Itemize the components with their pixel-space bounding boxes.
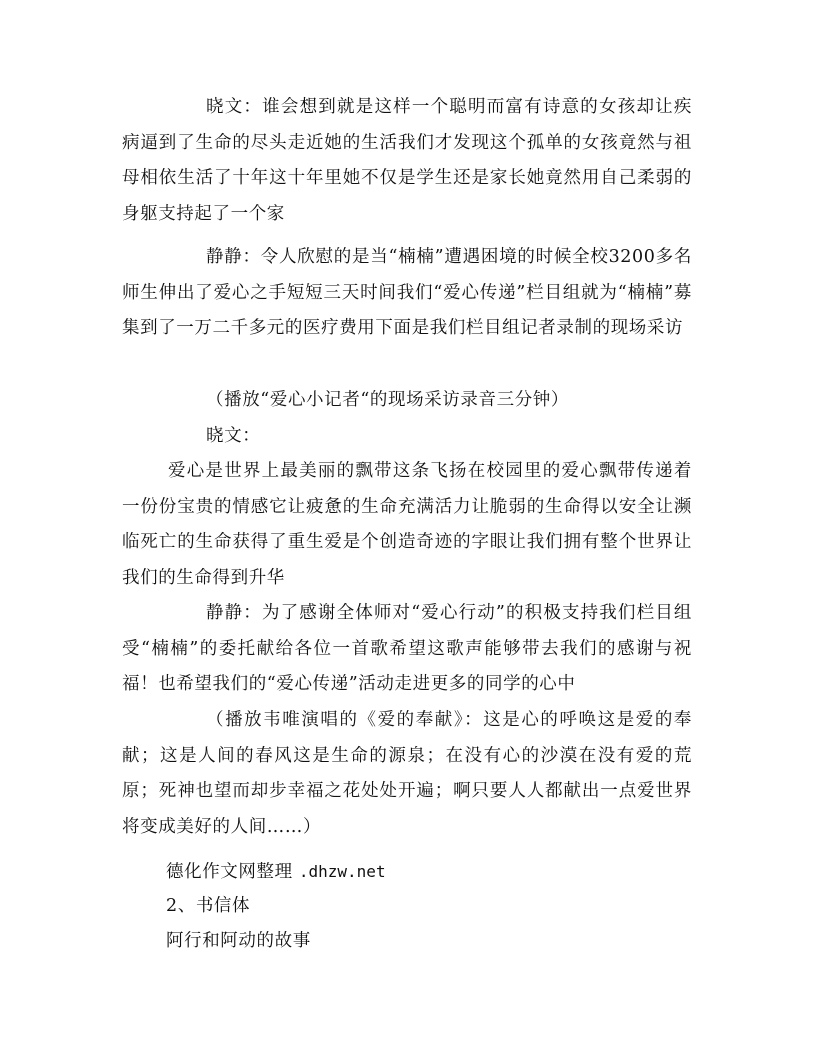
paragraph-xiaowen-label: 晓文： [206,426,261,446]
paragraph-love-ribbon: 爱心是世界上最美丽的飘带这条飞扬在校园里的爱心飘带传递着一份份宝贵的情感它让疲惫的生命充满活力让脆弱的生命得以安全让濒临死亡的生命获得了重生爱是个创造奇迹的字眼让我们拥有整个世界让我们的生命得到升华 [122,461,692,588]
paragraph-play-interview: （播放“爱心小记者“的现场采访录音三分钟） [206,390,569,410]
source-label: 德化作文网整理 [166,862,293,882]
paragraph-jingjing-donation: 静静：令人欣慰的是当“楠楠”遭遇困境的时候全校3200多名师生伸出了爱心之手短短三天时间我们“爱心传递”栏目组就为“楠楠”募集到了一万二千多元的医疗费用下面是我们栏目组记者录制的现场采访 [122,247,692,338]
story-title: 阿行和阿动的故事 [166,931,311,951]
paragraph-xiaowen-intro: 晓文：谁会想到就是这样一个聪明而富有诗意的女孩却让疾病逼到了生命的尽头走近她的生活我们才发现这个孤单的女孩竟然与祖母相依生活了十年这十年里她不仅是学生还是家长她竟然用自己柔弱的身躯支持起了一个家 [122,97,692,224]
source-url: .dhzw.net [298,862,386,881]
paragraph-jingjing-thanks: 静静：为了感谢全体师对“爱心行动”的积极支持我们栏目组受“楠楠”的委托献给各位一首歌希望这歌声能够带去我们的感谢与祝福！也希望我们的“爱心传递”活动走进更多的同学的心中 [122,603,692,694]
section-heading: 2、书信体 [166,896,251,916]
source-credit [166,854,692,891]
paragraph-song-lyrics: （播放韦唯演唱的《爱的奉献》：这是心的呼唤这是爱的奉献；这是人间的春风这是生命的源泉；在没有心的沙漠在没有爱的荒原；死神也望而却步幸福之花处处开遍；啊只要人人都献出一点爱世界将变成美好的人间……） [122,710,692,837]
